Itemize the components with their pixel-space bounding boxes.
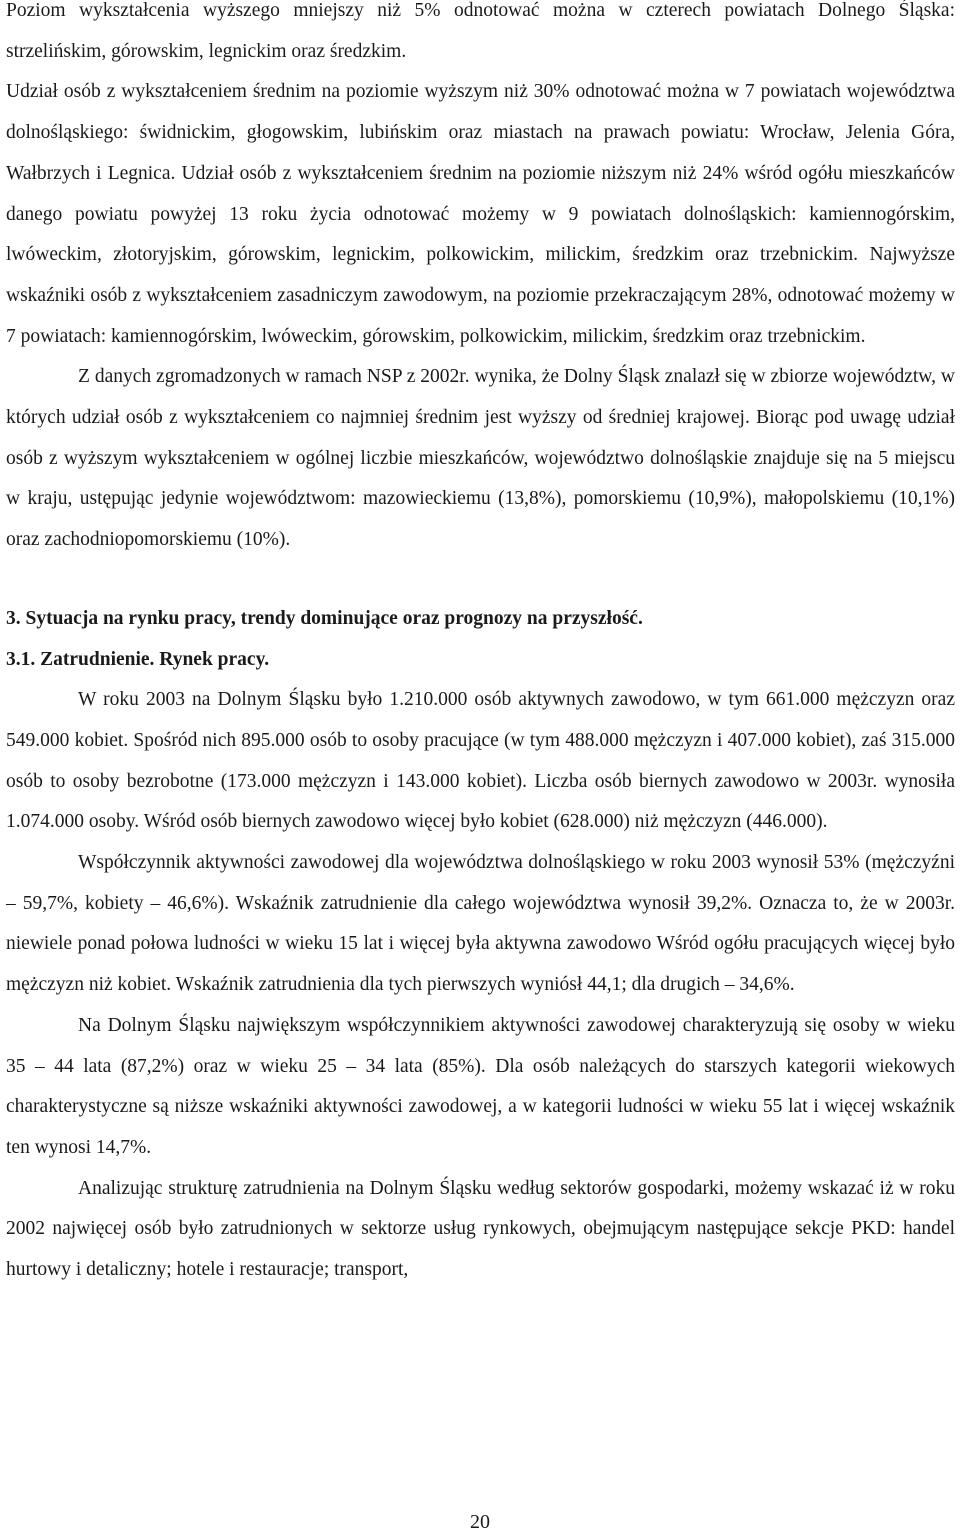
paragraph-age-groups: Na Dolnym Śląsku największym współczynnikiem aktywności zawodowej charakteryzują się osoby w wieku 35 – 44 lata (87,2%) oraz w wieku 25 – 34 lata (85%). Dla osób należących do starszych kategorii wiekowych charakterystyczne są niższe wskaźniki aktywności zawodowej, a w kategorii ludności w wieku 55 lat i więcej wskaźnik ten wynosi 14,7%.: [6, 1014, 955, 1158]
paragraph-activity-rate: Współczynnik aktywności zawodowej dla województwa dolnośląskiego w roku 2003 wynosił 53% (mężczyźni – 59,7%, kobiety – 46,6%). Wskaźnik zatrudnienie dla całego województwa wynosił 39,2%. Oznacza to, że w 2003r. niewiele ponad połowa ludności w wieku 15 lat i więcej była aktywna zawodowo Wśród ogółu pracujących więcej było mężczyzn niż kobiet. Wskaźnik zatrudnienia dla tych pierwszych wyniósł 44,1; dla drugich – 34,6%.: [6, 852, 955, 996]
paragraph-sectors: Analizując strukturę zatrudnienia na Dolnym Śląsku według sektorów gospodarki, możemy wskazać iż w roku 2002 najwięcej osób było zatrudnionych w sektorze usług rynkowych, obejmującym następujące sekcje PKD: handel hurtowy i detaliczny; hotele i restauracje; transport,: [6, 1177, 955, 1281]
section-heading: 3. Sytuacja na rynku pracy, trendy dominujące oraz prognozy na przyszłość.: [6, 607, 643, 629]
section-spacer: [6, 561, 955, 599]
paragraph-active-population: W roku 2003 na Dolnym Śląsku było 1.210.000 osób aktywnych zawodowo, w tym 661.000 mężczyzn oraz 549.000 kobiet. Spośród nich 895.000 osób to osoby pracujące (w tym 488.000 mężczyzn i 407.000 kobiet), zaś 315.000 osób to osoby bezrobotne (173.000 mężczyzn i 143.000 kobiet). Liczba osób biernych zawodowo w 2003r. wynosiła 1.074.000 osoby. Wśród osób biernych zawodowo więcej było kobiet (628.000) niż mężczyzn (446.000).: [6, 689, 955, 833]
subsection-heading: 3.1. Zatrudnienie. Rynek pracy.: [6, 648, 270, 670]
document-page: [6, 0, 955, 1291]
paragraph-nsp-2002: Z danych zgromadzonych w ramach NSP z 2002r. wynika, że Dolny Śląsk znalazł się w zbiorze województw, w których udział osób z wykształceniem co najmniej średnim jest wyższy od średniej krajowej. Biorąc pod uwagę udział osób z wyższym wykształceniem w ogólnej liczbie mieszkańców, województwo dolnośląskie znajduje się na 5 miejscu w kraju, ustępując jedynie województwom: mazowieckiemu (13,8%), pomorskiemu (10,9%), małopolskiemu (10,1%) oraz zachodniopomorskiemu (10%).: [6, 366, 955, 551]
paragraph-higher-education: Poziom wykształcenia wyższego mniejszy niż 5% odnotować można w czterech powiatach Dolnego Śląska: strzelińskim, górowskim, legnickim oraz średzkim.: [6, 0, 955, 62]
paragraph-secondary-education: Udział osób z wykształceniem średnim na poziomie wyższym niż 30% odnotować można w 7 powiatach województwa dolnośląskiego: świdnickim, głogowskim, lubińskim oraz miastach na prawach powiatu: Wrocław, Jelenia Góra, Wałbrzych i Legnica. Udział osób z wykształceniem średnim na poziomie niższym niż 24% wśród ogółu mieszkańców danego powiatu powyżej 13 roku życia odnotować możemy w 9 powiatach dolnośląskich: kamiennogórskim, lwóweckim, złotoryjskim, górowskim, legnickim, polkowickim, milickim, średzkim oraz trzebnickim. Najwyższe wskaźniki osób z wykształceniem zasadniczym zawodowym, na poziomie przekraczającym 28%, odnotować możemy w 7 powiatach: kamiennogórskim, lwóweckim, górowskim, polkowickim, milickim, średzkim oraz trzebnickim.: [6, 81, 955, 347]
page-number: 20: [470, 1511, 490, 1533]
